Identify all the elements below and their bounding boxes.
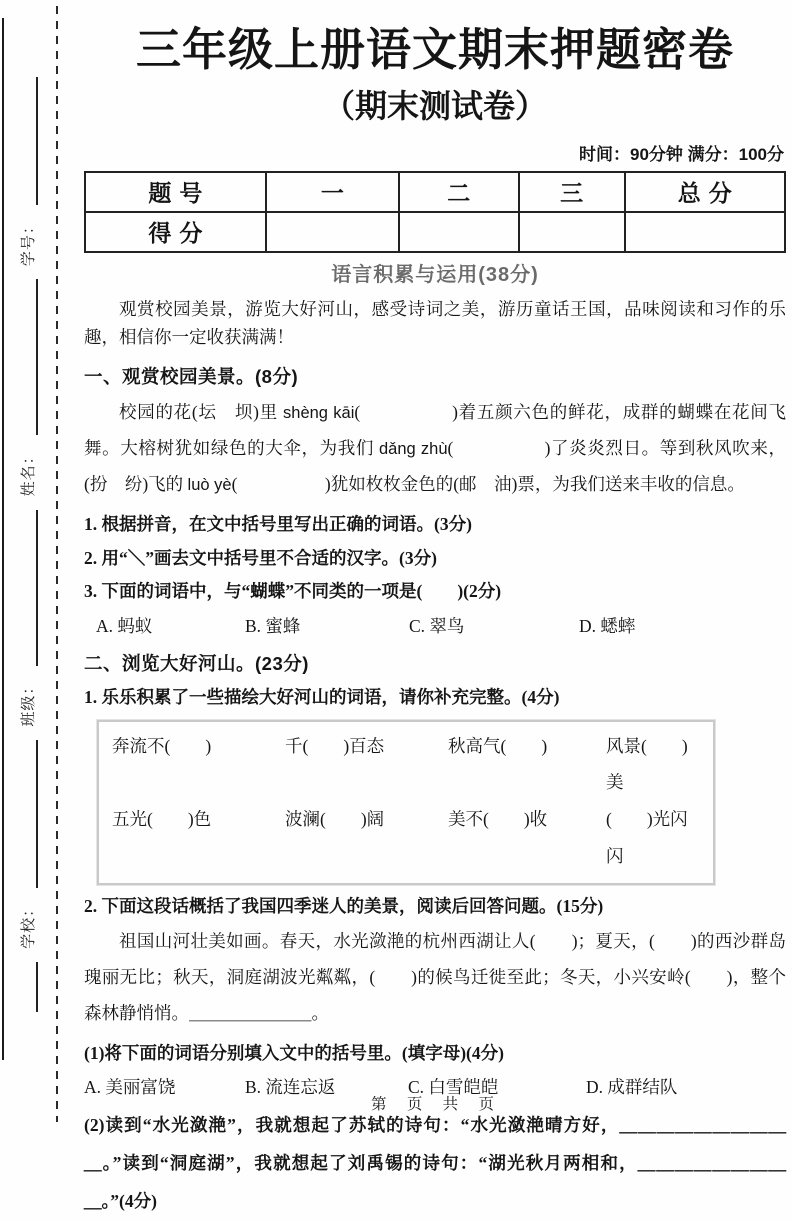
score-table-header-three: 三 — [519, 172, 625, 212]
idiom-item: ( )光闪闪 — [606, 809, 688, 866]
exam-title: 三年级上册语文期末押题密卷 — [135, 24, 734, 75]
page-edge-line — [2, 18, 4, 1060]
school-write-in-line — [18, 740, 38, 888]
option-c: C. 白雪皑皑 — [408, 1077, 499, 1098]
pinyin-dang-zhu: dǎng zhù — [378, 440, 448, 459]
passage-text: 校园的花(坛 坝)里 — [119, 402, 284, 423]
section2-question1: 1. 乐乐积累了一些描绘大好河山的词语，请你补充完整。(4分) — [84, 686, 560, 707]
idiom-row-2 — [112, 801, 700, 875]
score-table — [84, 171, 786, 253]
section2-heading: 二、浏览大好河山。(23分) — [84, 652, 309, 674]
idiom-item: 千( )百态 — [285, 735, 385, 756]
section2-question2-sub2: (2)读到“水光潋滟”，我就想起了苏轼的诗句：“水光潋滟晴方好，＿＿＿＿＿＿＿＿＿＿。”读到“洞庭湖”，我就想起了刘禹锡的诗句：“湖光秋月两相和，＿＿＿＿＿＿＿＿＿。”(4分) — [84, 1115, 786, 1211]
intro-paragraph: 观赏校园美景，游览大好河山，感受诗词之美，游历童话王国，品味阅读和习作的乐趣，相信你一定收获满满！ — [84, 298, 786, 348]
write-in-line — [18, 962, 38, 1012]
score-table-header-two: 二 — [399, 172, 519, 212]
passage-text: ( )着五颜六色的鲜花，成群的蝴蝶在花间飞舞。大榕树犹如绿色的大伞，为我们 — [84, 402, 787, 459]
class-write-in-line — [18, 510, 38, 666]
exam-subtitle: （期末测试卷） — [322, 87, 547, 124]
score-cell-total — [625, 212, 785, 252]
option-c: C. 翠鸟 — [409, 615, 465, 636]
school-label: 学校： — [20, 900, 37, 949]
section1-question2: 2. 用“＼”画去文中括号里不合适的汉字。(3分) — [84, 547, 437, 568]
pinyin-sheng-kai: shèng kāi — [283, 404, 355, 423]
passage-text: ( )了炎炎烈日。等到秋风吹来，(扮 纷)飞的 — [84, 438, 787, 495]
student-id-label: 学号： — [20, 218, 37, 267]
option-b: B. 蜜蜂 — [245, 615, 301, 636]
score-table-header-one: 一 — [266, 172, 399, 212]
section1-question1: 1. 根据拼音，在文中括号里写出正确的词语。(3分) — [84, 514, 472, 535]
idiom-item: 五光( )色 — [112, 809, 212, 830]
score-table-score-row — [85, 212, 785, 252]
section1-question3-options — [84, 613, 786, 638]
section2-question2-sub1: (1)将下面的词语分别填入文中的括号里。(填字母)(4分) — [84, 1042, 504, 1063]
pinyin-luo-ye: luò yè — [187, 476, 232, 495]
score-table-header-row — [85, 172, 785, 212]
score-cell-one — [266, 212, 399, 252]
part-banner: 语言积累与运用(38分) — [331, 263, 539, 286]
seal-dashed-line — [56, 6, 58, 1122]
name-label: 姓名： — [20, 448, 37, 497]
score-label-cell: 得分 — [85, 212, 266, 252]
idiom-item: 美不( )收 — [448, 809, 548, 830]
idiom-item: 风景( )美 — [606, 735, 688, 793]
exam-sheet — [84, 0, 786, 1220]
option-d: D. 蟋蟀 — [579, 615, 636, 636]
idiom-item: 波澜( )阔 — [285, 809, 385, 830]
option-a: A. 蚂蚁 — [96, 615, 153, 636]
idiom-fill-in-box — [97, 720, 715, 885]
page-number-footer: 第 页 共 页 — [371, 1096, 499, 1113]
section2-question2-passage: 祖国山河壮美如画。春天，水光潋滟的杭州西湖让人( )；夏天，( )的西沙群岛瑰丽无比；秋天，洞庭湖波光粼粼，( )的候鸟迁徙至此；冬天，小兴安岭( )，整个森林静悄悄。＿＿＿＿＿＿＿。 — [84, 931, 786, 1023]
option-b: B. 流连忘返 — [245, 1077, 336, 1098]
section1-question3: 3. 下面的词语中，与“蝴蝶”不同类的一项是( )(2分) — [84, 581, 502, 602]
student-id-write-in-line — [18, 77, 38, 205]
time-and-score-info: 时间：90分钟 满分：100分 — [579, 144, 784, 164]
score-cell-three — [519, 212, 625, 252]
idiom-item: 秋高气( ) — [448, 735, 548, 756]
option-a: A. 美丽富饶 — [84, 1077, 176, 1098]
idiom-item: 奔流不( ) — [112, 735, 212, 756]
section2-question2: 2. 下面这段话概括了我国四季迷人的美景，阅读后回答问题。(15分) — [84, 895, 604, 916]
student-info-strip — [12, 77, 38, 1012]
section1-passage — [84, 395, 786, 503]
score-table-header-question: 题号 — [85, 172, 266, 212]
passage-text: ( )犹如枚枚金色的(邮 油)票，为我们送来丰收的信息。 — [231, 474, 745, 495]
section1-heading: 一、观赏校园美景。(8分) — [84, 366, 299, 388]
score-cell-two — [399, 212, 519, 252]
class-label: 班级： — [20, 678, 37, 727]
idiom-row-1 — [112, 728, 700, 802]
score-table-header-total: 总分 — [625, 172, 785, 212]
option-d: D. 成群结队 — [586, 1077, 678, 1098]
name-write-in-line — [18, 279, 38, 435]
